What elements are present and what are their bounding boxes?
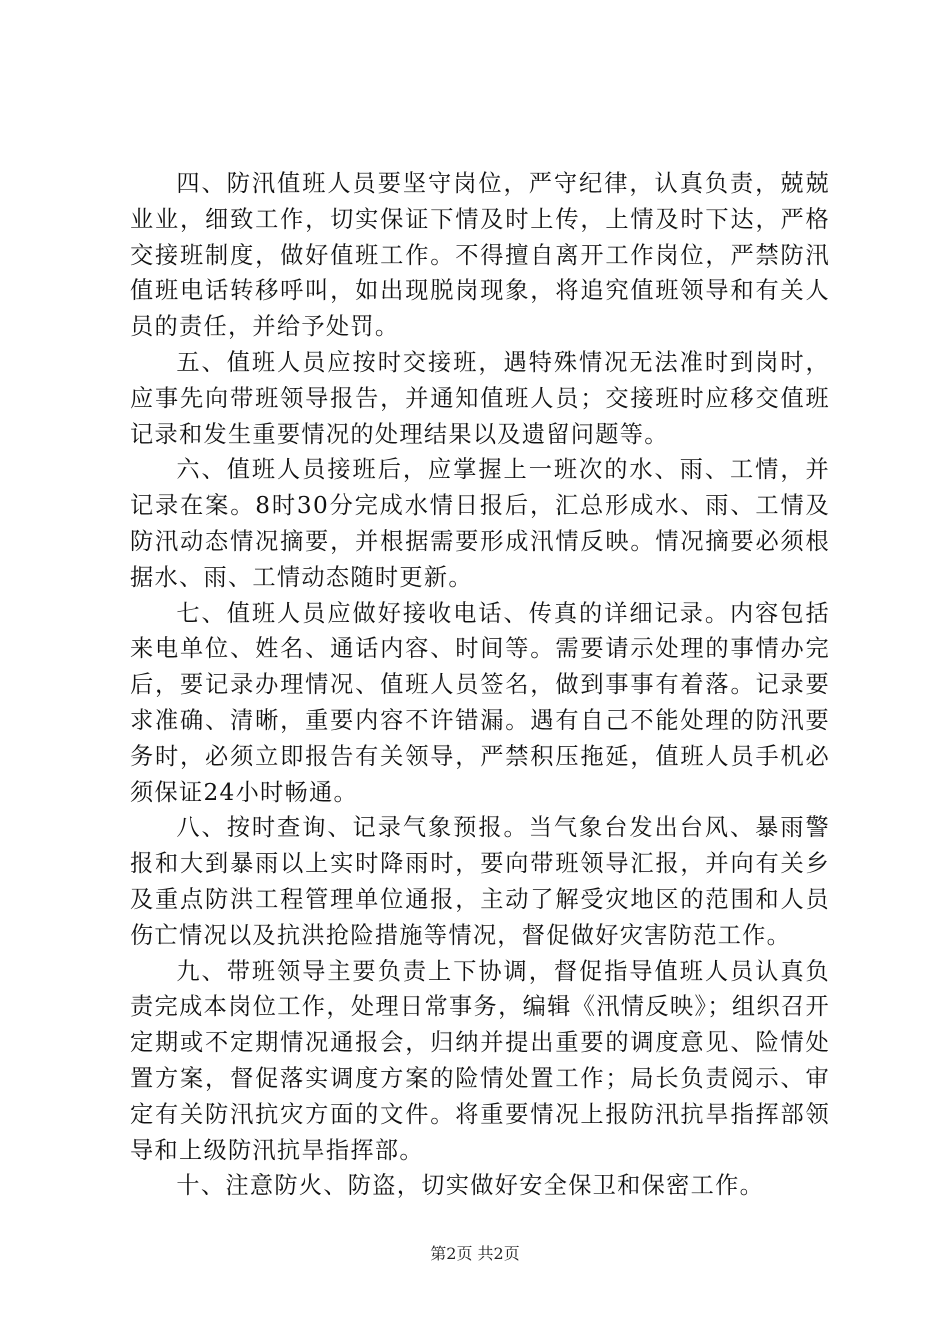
page-number-footer: 第2页 共2页 [430, 1244, 520, 1263]
paragraph-6: 六、值班人员接班后，应掌握上一班次的水、雨、工情，并记录在案。8时30分完成水情日报后，汇总形成水、雨、工情及防汛动态情况摘要，并根据需要形成汛情反映。情况摘要必须根据水、雨、工情动态随时更新。 [130, 456, 830, 591]
paragraph-7: 七、值班人员应做好接收电话、传真的详细记录。内容包括来电单位、姓名、通话内容、时间等。需要请示处理的事情办完后，要记录办理情况、值班人员签名，做到事事有着落。记录要求准确、清晰，重要内容不许错漏。遇有自己不能处理的防汛要务时，必须立即报告有关领导，严禁积压拖延，值班人员手机必须保证24小时畅通。 [130, 599, 830, 806]
paragraph-9: 九、带班领导主要负责上下协调，督促指导值班人员认真负责完成本岗位工作，处理日常事务，编辑《汛情反映》；组织召开定期或不定期情况通报会，归纳并提出重要的调度意见、险情处置方案，督促落实调度方案的险情处置工作；局长负责阅示、审定有关防汛抗灾方面的文件。将重要情况上报防汛抗旱指挥部领导和上级防汛抗旱指挥部。 [130, 957, 830, 1164]
paragraph-10: 十、注意防火、防盗，切实做好安全保卫和保密工作。 [176, 1172, 765, 1200]
document-body [130, 166, 830, 1204]
paragraph-5: 五、值班人员应按时交接班，遇特殊情况无法准时到岗时，应事先向带班领导报告，并通知值班人员；交接班时应移交值班记录和发生重要情况的处理结果以及遗留问题等。 [130, 348, 830, 448]
paragraph-8: 八、按时查询、记录气象预报。当气象台发出台风、暴雨警报和大到暴雨以上实时降雨时，要向带班领导汇报，并向有关乡及重点防洪工程管理单位通报，主动了解受灾地区的范围和人员伤亡情况以及抗洪抢险措施等情况，督促做好灾害防范工作。 [130, 814, 830, 949]
paragraph-4: 四、防汛值班人员要坚守岗位，严守纪律，认真负责，兢兢业业，细致工作，切实保证下情及时上传，上情及时下达，严格交接班制度，做好值班工作。不得擅自离开工作岗位，严禁防汛值班电话转移呼叫，如出现脱岗现象，将追究值班领导和有关人员的责任，并给予处罚。 [130, 170, 830, 341]
